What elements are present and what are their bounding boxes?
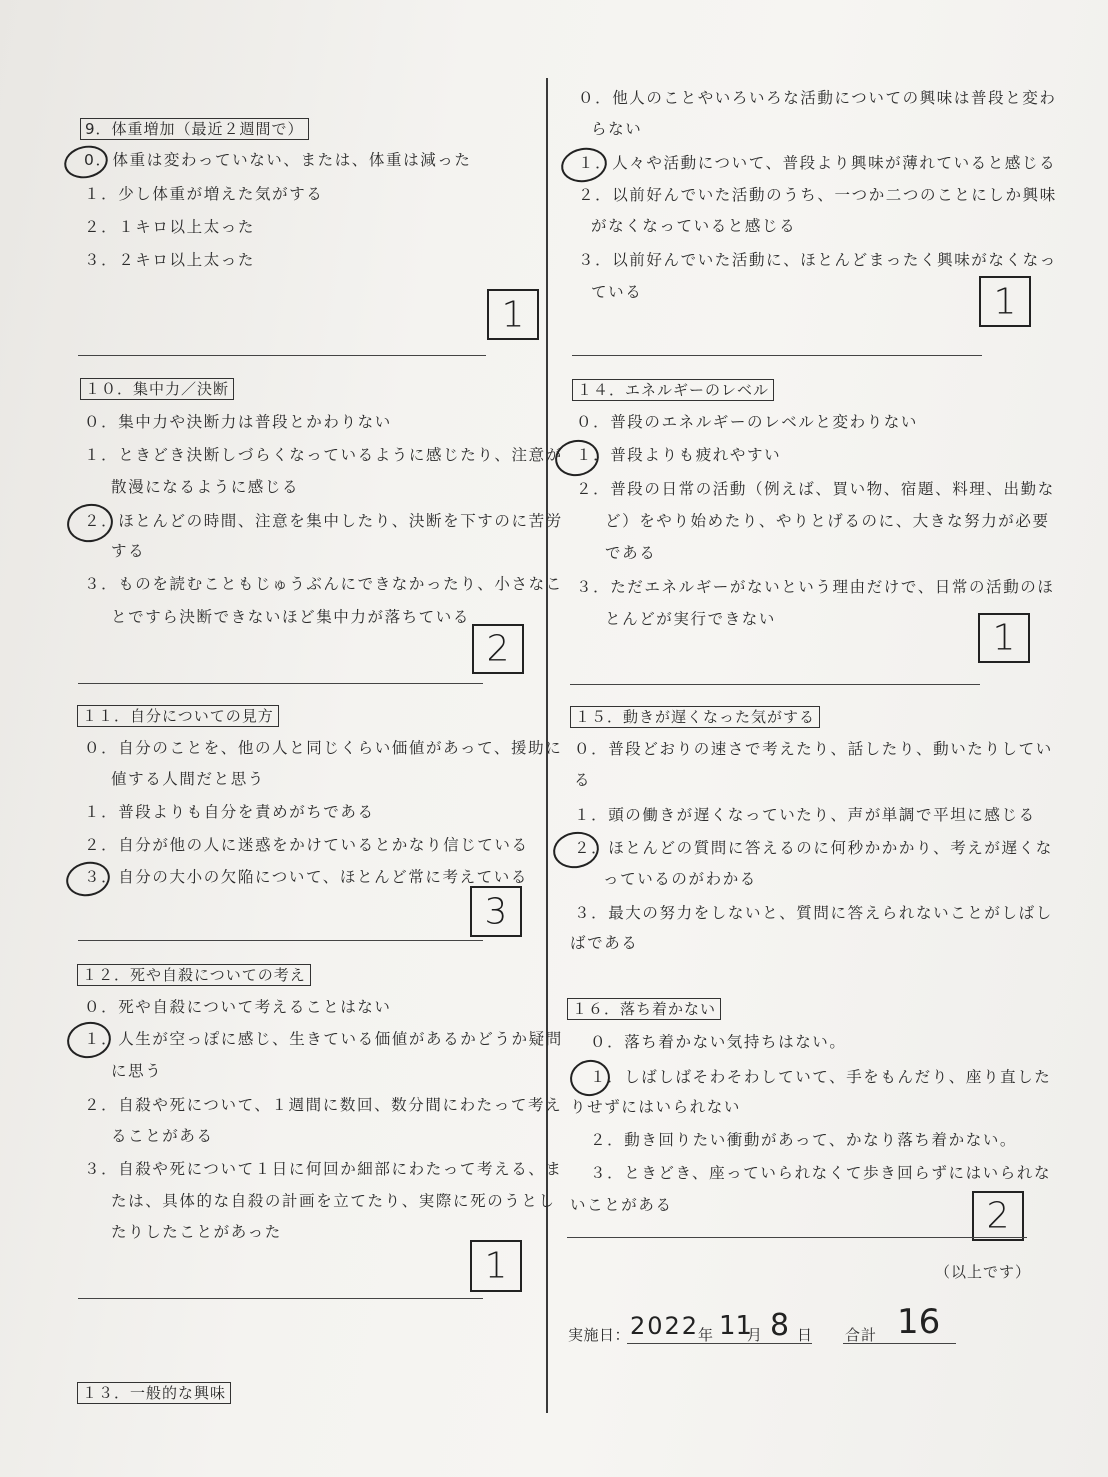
section-16-option-1-cont: りせずにはいられない — [570, 1098, 742, 1116]
date-year: 2022 — [630, 1312, 700, 1340]
section-12-option-0: ０．死や自殺について考えることはない — [84, 998, 392, 1016]
section-15-option-0-cont: る — [574, 771, 592, 789]
section-13-option-0-cont: らない — [591, 120, 643, 138]
section-16-rule — [567, 1237, 1027, 1238]
section-11-score: 3 — [484, 891, 508, 932]
section-12-option-1: １．人生が空っぽに感じ、生きている価値があるかどうか疑問 — [84, 1030, 563, 1048]
section-10-option-3: ３．ものを読むこともじゅうぶんにできなかったり、小さなこ — [84, 575, 563, 593]
section-15-option-3: ３．最大の努力をしないと、質問に答えられないことがしばし — [574, 904, 1053, 922]
section-13-option-3: ３．以前好んでいた活動に、ほとんどまったく興味がなくなっ — [578, 251, 1057, 269]
section-15-option-2-cont: っているのがわかる — [603, 870, 757, 888]
section-13-option-0: ０．他人のことやいろいろな活動についての興味は普段と変わ — [578, 89, 1057, 107]
section-10-option-3-cont: とですら決断できないほど集中力が落ちている — [111, 608, 470, 626]
section-12-option-3: ３．自殺や死について１日に何回か細部にわたって考える、ま — [84, 1160, 563, 1178]
section-10-score-box — [472, 624, 524, 674]
section-10-rule — [78, 683, 483, 684]
date-year-unit: 年 — [698, 1326, 715, 1344]
section-14-option-2-cont: ど）をやり始めたり、やりとげるのに、大きな努力が必要 — [605, 512, 1050, 530]
section-11-option-2: ２．自分が他の人に迷惑をかけているとかなり信じている — [84, 836, 529, 854]
section-12-score-box — [470, 1240, 522, 1292]
total-label: 合計 — [845, 1326, 878, 1344]
section-9-option-3: ３．２キロ以上太った — [84, 251, 256, 269]
section-10-option-1: １．ときどき決断しづらくなっているように感じたり、注意が — [84, 446, 563, 464]
section-12-option-2-cont: ることがある — [111, 1127, 214, 1145]
section-12-heading: １２．死や自殺についての考え — [77, 964, 311, 986]
section-13-option-2: ２．以前好んでいた活動のうち、一つか二つのことにしか興味 — [578, 186, 1057, 204]
section-14-option-2-cont2: である — [605, 544, 657, 562]
section-14-option-3-cont: とんどが実行できない — [605, 610, 777, 628]
section-12-option-3-cont2: たりしたことがあった — [111, 1223, 282, 1241]
section-14-score-box — [978, 613, 1030, 663]
section-12-option-1-cont: に思う — [111, 1062, 163, 1080]
section-15-option-1: １．頭の働きが遅くなっていたり、声が単調で平坦に感じる — [574, 806, 1036, 824]
section-11-rule — [78, 940, 483, 941]
section-14-option-0: ０．普段のエネルギーのレベルと変わりない — [576, 413, 919, 431]
section-13-option-2-cont: がなくなっていると感じる — [591, 217, 797, 235]
section-9-option-2: ２．１キロ以上太った — [84, 218, 256, 236]
section-12-score: 1 — [484, 1245, 508, 1287]
section-15-option-2: ２．ほとんどの質問に答えるのに何秒かかかり、考えが遅くな — [574, 839, 1053, 857]
end-note: （以上です） — [935, 1263, 1032, 1281]
section-10-option-0: ０．集中力や決断力は普段とかわりない — [84, 413, 392, 431]
date-day: 8 — [770, 1308, 790, 1343]
section-16-option-3-cont: いことがある — [570, 1196, 673, 1214]
section-13-option-3-cont: ている — [591, 283, 643, 301]
section-14-heading: １４．エネルギーのレベル — [572, 379, 774, 401]
section-9-score: 1 — [501, 294, 525, 335]
section-14-option-1: １．普段よりも疲れやすい — [576, 446, 782, 464]
date-underline — [627, 1343, 812, 1344]
section-13-score: 1 — [993, 281, 1017, 322]
section-13-heading: １３．一般的な興味 — [77, 1382, 231, 1404]
section-10-option-2: ２．ほとんどの時間、注意を集中したり、決断を下すのに苦労 — [84, 512, 563, 530]
section-9-heading: 9．体重増加（最近２週間で） — [80, 118, 309, 140]
section-15-option-0: ０．普段どおりの速さで考えたり、話したり、動いたりしてい — [574, 740, 1053, 758]
section-15-option-3-cont: ばである — [570, 934, 639, 952]
date-month-unit: 月 — [747, 1326, 764, 1344]
date-label: 実施日： — [568, 1326, 631, 1344]
section-15-heading: １５．動きが遅くなった気がする — [570, 706, 820, 728]
section-14-score: 1 — [992, 617, 1016, 659]
section-11-score-box — [470, 886, 522, 937]
total-underline — [843, 1343, 956, 1344]
section-16-option-3: ３．ときどき、座っていられなくて歩き回らずにはいられな — [590, 1164, 1052, 1182]
section-11-heading: １１．自分についての見方 — [77, 705, 279, 727]
section-10-heading: １０．集中力／決断 — [80, 378, 234, 400]
section-16-option-1: １．しばしばそわそわしていて、手をもんだり、座り直した — [590, 1068, 1052, 1086]
section-14-option-3: ３．ただエネルギーがないという理由だけで、日常の活動のほ — [576, 578, 1055, 596]
section-13-option-1: １．人々や活動について、普段より興味が薄れていると感じる — [578, 154, 1057, 172]
section-12-option-3-cont: たは、具体的な自殺の計画を立てたり、実際に死のうとし — [111, 1192, 556, 1210]
section-11-option-0-cont: 値する人間だと思う — [111, 770, 265, 788]
section-11-option-3: ３．自分の大小の欠陥について、ほとんど常に考えている — [84, 868, 528, 886]
total-score: 16 — [897, 1302, 941, 1342]
section-16-heading: １６．落ち着かない — [567, 998, 721, 1020]
section-10-option-2-cont: する — [111, 542, 146, 560]
section-10-score: 2 — [486, 628, 510, 670]
section-14-rule — [570, 684, 980, 685]
section-9-option-1: １．少し体重が増えた気がする — [84, 185, 324, 203]
section-10-option-1-cont: 散漫になるように感じる — [111, 478, 300, 496]
date-day-unit: 日 — [797, 1326, 814, 1344]
section-16-score-box — [972, 1191, 1024, 1241]
section-11-option-0: ０．自分のことを、他の人と同じくらい価値があって、援助に — [84, 739, 563, 757]
section-12-rule — [78, 1298, 483, 1299]
section-16-score: 2 — [986, 1195, 1010, 1237]
section-12-option-2: ２．自殺や死について、１週間に数回、数分間にわたって考え — [84, 1096, 563, 1114]
section-13-score-box — [979, 276, 1031, 327]
section-9-rule — [78, 355, 486, 356]
section-11-option-1: １．普段よりも自分を責めがちである — [84, 803, 375, 821]
section-13-rule — [572, 355, 982, 356]
section-16-option-2: ２．動き回りたい衝動があって、かなり落ち着かない。 — [590, 1131, 1018, 1149]
section-16-option-0: ０．落ち着かない気持ちはない。 — [590, 1033, 847, 1051]
section-9-score-box — [487, 289, 539, 340]
section-9-option-0: 0．体重は変わっていない、または、体重は減った — [84, 151, 472, 169]
section-14-option-2: ２．普段の日常の活動（例えば、買い物、宿題、料理、出勤な — [576, 480, 1055, 498]
date-month: 11 — [719, 1311, 753, 1341]
